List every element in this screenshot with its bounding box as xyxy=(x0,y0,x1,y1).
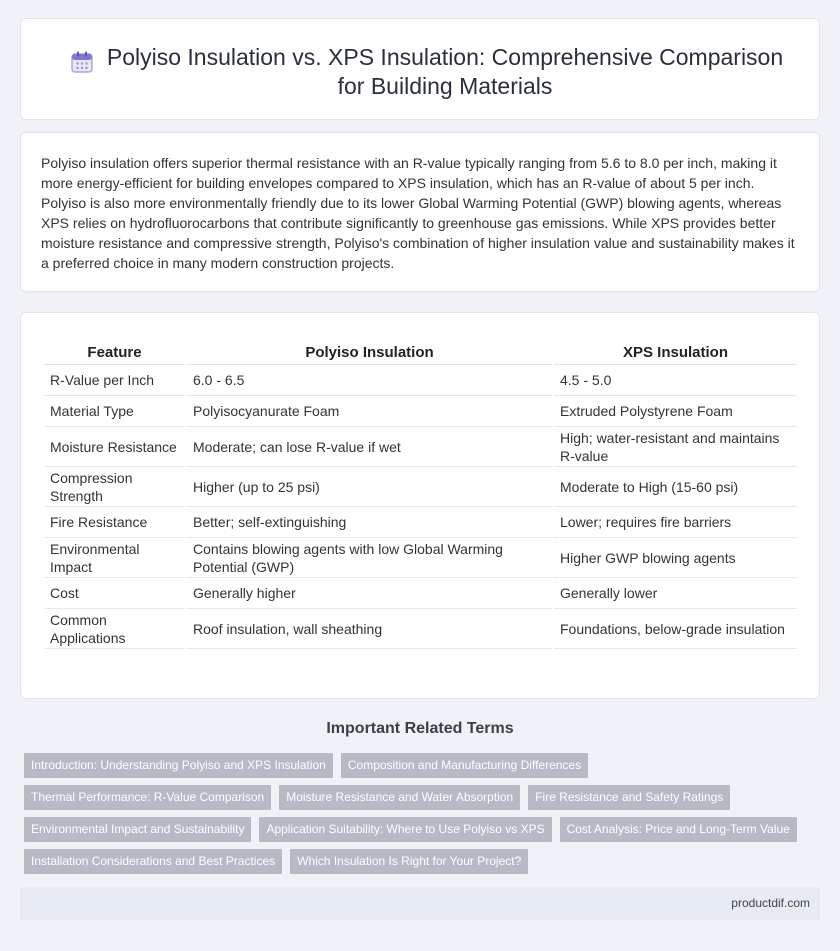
footer xyxy=(20,887,820,920)
feature-cell: Common Applications xyxy=(44,609,185,649)
xps-cell: Foundations, below-grade insulation xyxy=(554,609,797,649)
tag-row xyxy=(24,849,804,874)
polyiso-cell: Better; self-extinguishing xyxy=(187,507,552,538)
table-row xyxy=(44,365,797,396)
feature-cell: Compression Strength xyxy=(44,467,185,507)
comparison-table-card xyxy=(20,312,820,699)
table-row xyxy=(44,427,797,467)
table-row xyxy=(44,609,797,649)
related-term-tag[interactable]: Introduction: Understanding Polyiso and XPS Insulation xyxy=(24,753,333,778)
xps-cell: Moderate to High (15-60 psi) xyxy=(554,467,797,507)
related-term-tag[interactable]: Which Insulation Is Right for Your Project? xyxy=(290,849,528,874)
header-polyiso: Polyiso Insulation xyxy=(187,333,552,365)
comparison-table xyxy=(42,333,799,649)
title-wrap xyxy=(61,43,799,101)
feature-cell: Environmental Impact xyxy=(44,538,185,578)
xps-cell: Lower; requires fire barriers xyxy=(554,507,797,538)
feature-cell: R-Value per Inch xyxy=(44,365,185,396)
polyiso-cell: Generally higher xyxy=(187,578,552,609)
polyiso-cell: Roof insulation, wall sheathing xyxy=(187,609,552,649)
polyiso-cell: Contains blowing agents with low Global Warming Potential (GWP) xyxy=(187,538,552,578)
intro-card xyxy=(20,132,820,292)
xps-cell: Generally lower xyxy=(554,578,797,609)
related-term-tag[interactable]: Environmental Impact and Sustainability xyxy=(24,817,251,842)
xps-cell: Extruded Polystyrene Foam xyxy=(554,396,797,427)
polyiso-cell: Moderate; can lose R-value if wet xyxy=(187,427,552,467)
related-term-tag[interactable]: Application Suitability: Where to Use Polyiso vs XPS xyxy=(259,817,551,842)
related-term-tag[interactable]: Moisture Resistance and Water Absorption xyxy=(279,785,520,810)
table-row xyxy=(44,538,797,578)
related-terms-title: Important Related Terms xyxy=(326,720,514,737)
header-xps: XPS Insulation xyxy=(554,333,797,365)
feature-cell: Fire Resistance xyxy=(44,507,185,538)
table-row xyxy=(44,396,797,427)
intro-paragraph: Polyiso insulation offers superior thermal resistance with an R-value typically ranging from 5.6 to 8.0 per inch, making it more energy-efficient for building envelopes compared to XPS insulation, which has an R-value of about 5 per inch. Polyiso is also more environmentally friendly due to its lower Global Warming Potential (GWP) blowing agents, whereas XPS relies on hydrofluorocarbons that contribute significantly to greenhouse gas emissions. While XPS provides better moisture resistance and compressive strength, Polyiso's combination of higher insulation value and sustainability makes it a preferred choice in many modern construction projects. xyxy=(41,155,795,271)
calendar-icon xyxy=(69,49,95,75)
tag-row xyxy=(24,817,804,842)
tag-row xyxy=(24,753,804,778)
related-term-tag[interactable]: Cost Analysis: Price and Long-Term Value xyxy=(560,817,797,842)
xps-cell: 4.5 - 5.0 xyxy=(554,365,797,396)
header-card xyxy=(20,18,820,120)
polyiso-cell: 6.0 - 6.5 xyxy=(187,365,552,396)
table-row xyxy=(44,507,797,538)
polyiso-cell: Polyisocyanurate Foam xyxy=(187,396,552,427)
table-row xyxy=(44,467,797,507)
table-row xyxy=(44,578,797,609)
footer-site-link[interactable]: productdif.com xyxy=(731,896,810,910)
feature-cell: Material Type xyxy=(44,396,185,427)
header-feature: Feature xyxy=(44,333,185,365)
related-term-tag[interactable]: Fire Resistance and Safety Ratings xyxy=(528,785,730,810)
tag-row xyxy=(24,785,804,810)
related-term-tag[interactable]: Thermal Performance: R-Value Comparison xyxy=(24,785,271,810)
table-header-row xyxy=(44,333,797,365)
related-term-tag[interactable]: Composition and Manufacturing Differences xyxy=(341,753,588,778)
related-terms-list xyxy=(24,753,804,881)
page-title: Polyiso Insulation vs. XPS Insulation: Comprehensive Comparison for Building Materials xyxy=(106,44,784,99)
xps-cell: High; water-resistant and maintains R-value xyxy=(554,427,797,467)
xps-cell: Higher GWP blowing agents xyxy=(554,538,797,578)
feature-cell: Cost xyxy=(44,578,185,609)
related-term-tag[interactable]: Installation Considerations and Best Practices xyxy=(24,849,282,874)
feature-cell: Moisture Resistance xyxy=(44,427,185,467)
polyiso-cell: Higher (up to 25 psi) xyxy=(187,467,552,507)
